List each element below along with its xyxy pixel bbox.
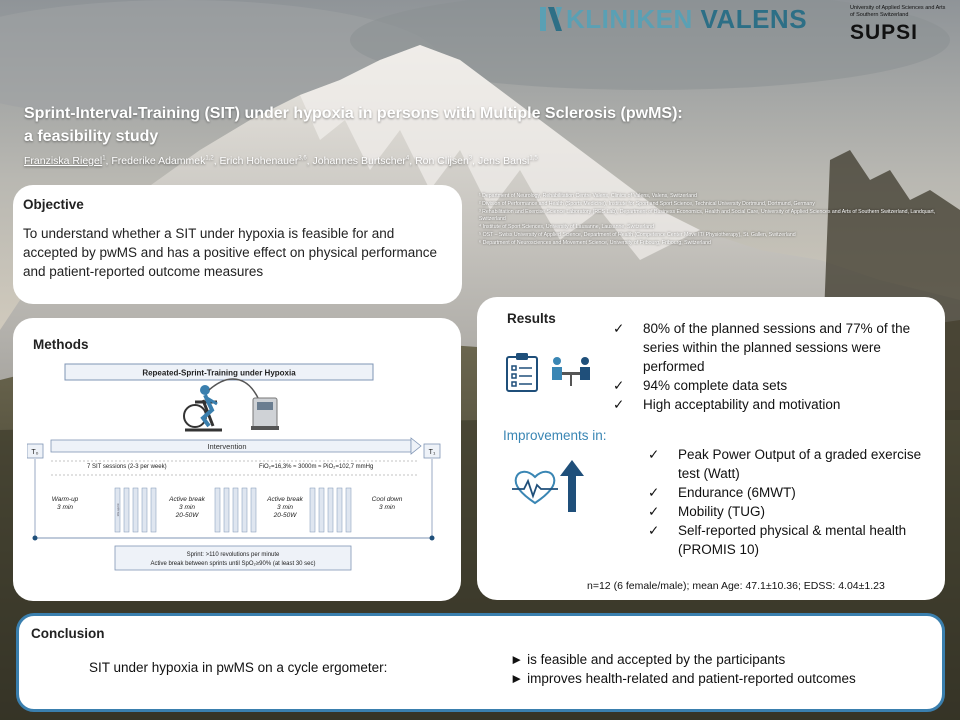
check-icon: ✓ xyxy=(613,378,625,393)
conclusion-lead: SIT under hypoxia in pwMS on a cycle ergometer: xyxy=(89,660,388,675)
author-name: Jens Bansi xyxy=(477,155,530,167)
author-name: Franziska Riegel xyxy=(24,155,103,167)
result-item: ✓ 94% complete data sets xyxy=(613,378,788,393)
result-item: ✓ High acceptability and motivation xyxy=(613,397,841,412)
heart-rate-icon xyxy=(510,467,560,507)
results-heading: Results xyxy=(507,311,556,326)
improvement-item: ✓ Mobility (TUG) xyxy=(648,504,765,519)
supsi-logo xyxy=(850,5,960,45)
affiliation-item: ³ Rehabilitation and Exercise Science Laboratory (RES Lab), Department of Business Economics, Health and Social Care, University of Applied Sciences and Arts of Southern Switzerland, Landquart, Switzerland xyxy=(479,208,936,223)
methods-panel xyxy=(13,318,461,601)
supsi-name: SUPSI xyxy=(850,21,919,44)
cooldown-title: Cool down xyxy=(371,496,403,503)
sprint-label: 10s sprint xyxy=(116,503,120,517)
sprint-group-3 xyxy=(310,488,351,532)
improvement-item: ✓ Self-reported physical & mental health (PROMIS 10) xyxy=(648,523,907,557)
conclusion-panel xyxy=(16,613,945,712)
break1-title: Active break xyxy=(169,496,205,503)
clipboard-icon xyxy=(504,352,540,392)
check-icon: ✓ xyxy=(648,523,660,538)
author-list: Franziska Riegel$^1$, Frederike Adammek$^{1,2}$, Erich Hohenauer$^{3,6}$, Johannes Burtscher$^4$, Ron Clijsen$^3$, Jens Bansi$^{1,5}$ xyxy=(24,155,538,167)
warmup-title: Warm-up xyxy=(51,496,79,503)
author-name: Ron Clijsen xyxy=(415,155,469,167)
cooldown-duration: 3 min xyxy=(379,504,395,511)
valens-v-icon xyxy=(540,7,562,31)
author-name: Johannes Burtscher xyxy=(312,155,406,167)
valens-name: VALENS xyxy=(700,3,808,34)
affiliation-item: ⁴ Institute of Sport Sciences, University of Lausanne, Lausanne, Switzerland xyxy=(479,224,654,231)
cycle-ergometer-icon xyxy=(184,385,222,430)
methods-diagram xyxy=(27,360,447,600)
intervention-label: Intervention xyxy=(207,442,247,451)
kliniken-valens-logo xyxy=(540,3,808,34)
break2-title: Active break xyxy=(267,496,303,503)
hypoxia-generator-icon xyxy=(251,398,279,430)
objective-panel xyxy=(13,185,462,304)
t0-label: T₀ xyxy=(31,449,39,456)
sample-footnote: n=12 (6 female/male); mean Age: 47.1±10.36; EDSS: 4.04±1.23 xyxy=(587,580,885,592)
author-name: Frederike Adammek xyxy=(111,155,206,167)
check-icon: ✓ xyxy=(648,447,660,462)
sprint-group-2 xyxy=(215,488,256,532)
results-panel xyxy=(477,297,945,600)
check-icon: ✓ xyxy=(613,397,625,412)
check-icon: ✓ xyxy=(648,504,660,519)
improvements-list xyxy=(648,445,928,559)
break1-duration: 3 min xyxy=(179,504,195,511)
sessions-text: 7 SIT sessions (2-3 per week) xyxy=(87,464,167,470)
sprint-note-1: Sprint: >110 revolutions per minute xyxy=(186,552,280,558)
check-icon: ✓ xyxy=(648,485,660,500)
methods-heading: Methods xyxy=(33,337,89,352)
conclusion-point: ► is feasible and accepted by the participants xyxy=(510,652,786,667)
conclusion-points xyxy=(510,650,856,688)
affiliation-item: ⁶ Department of Neurosciences and Movement Science, University of Fribourg, Fribourg, Switzerland xyxy=(479,239,711,246)
arrow-up-icon xyxy=(560,460,584,512)
improvements-label: Improvements in: xyxy=(503,428,607,443)
break1-load: 20-50W xyxy=(175,512,199,519)
affiliation-item: ² Division of Performance and Health (Sports Medicine), Institute for Sport and Sport Science, Technical University Dortmund, Dortmund, Germany xyxy=(479,200,815,207)
conclusion-point: ► improves health-related and patient-reported outcomes xyxy=(510,671,856,686)
check-icon: ✓ xyxy=(613,321,625,336)
break2-duration: 3 min xyxy=(277,504,293,511)
consultation-icon xyxy=(548,354,594,388)
affiliations xyxy=(479,193,949,248)
sprint-note-2: Active break between sprints until SpO₂≥90% (at least 30 sec) xyxy=(150,561,316,567)
hypoxia-text: FiO₂=16,3% ≈ 3000m ≈ PiO₂=102,7 mmHg xyxy=(259,464,374,470)
t1-label: T₁ xyxy=(428,449,436,456)
sprint-group-1 xyxy=(115,488,156,532)
objective-text: To understand whether a SIT under hypoxia is feasible for and accepted by pwMS and has a positive effect on physical performance and patient-reported outcome measures xyxy=(23,226,437,279)
conclusion-heading: Conclusion xyxy=(31,626,105,641)
objective-heading: Objective xyxy=(23,197,84,212)
affiliation-item: ⁵ OST – Swiss University of Applied Science, Department of Health (Competence Center Move IT/ Physiotherapy), St. Gallen, Switzerland xyxy=(479,231,796,238)
break2-load: 20-50W xyxy=(273,512,297,519)
warmup-duration: 3 min xyxy=(57,504,73,511)
affiliation-item: ¹ Department of Neurology, Rehabilitation Centre Valens, Clinics of Valens, Valens, Switzerland xyxy=(479,193,697,199)
diagram-banner-text: Repeated-Sprint-Training under Hypoxia xyxy=(142,368,296,378)
improvement-item: ✓ Peak Power Output of a graded exercise test (Watt) xyxy=(648,447,922,481)
author-name: Erich Hohenauer xyxy=(219,155,299,167)
valens-prefix: KLINIKEN xyxy=(566,3,693,34)
supsi-subtitle: University of Applied Sciences and Arts of Southern Switzerland xyxy=(850,5,946,18)
result-item: ✓ 80% of the planned sessions and 77% of the series within the planned sessions were performed xyxy=(613,321,911,374)
improvement-item: ✓ Endurance (6MWT) xyxy=(648,485,796,500)
results-main-list xyxy=(613,319,923,414)
poster-title: Sprint-Interval-Training (SIT) under hypoxia in persons with Multiple Sclerosis (pwMS): a feasibility study xyxy=(24,105,683,145)
